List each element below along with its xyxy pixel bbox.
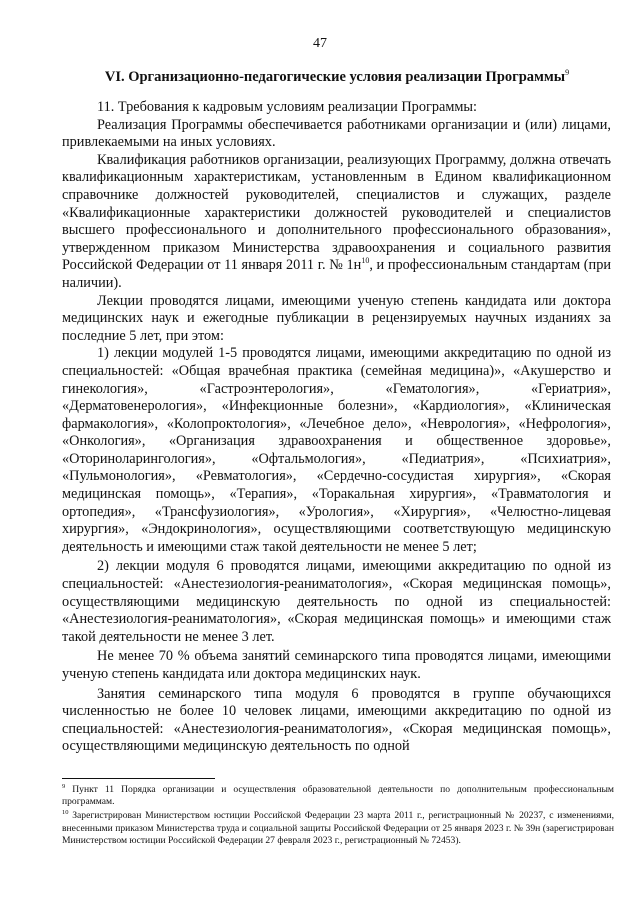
paragraph-requirements-title: 11. Требования к кадровым условиям реализации Программы: (97, 99, 477, 115)
footnote-10 (62, 810, 614, 847)
footnote-10-text: Зарегистрирован Министерством юстиции Российской Федерации 23 марта 2011 г., регистрационный № 20237, с изменениями, внесенными приказом Министерства труда и социальной защиты Российской Федерации от 25 января 2023 г. № 39н (зарегистрирован Министерством юстиции Российской Федерации 27 февраля 2023 г., регистрационный № 72453). (62, 810, 614, 846)
page-number: 47 (313, 36, 327, 51)
footnote-10-number: 10 (62, 809, 69, 817)
footnote-ref-9: 9 (565, 68, 570, 77)
document-body (62, 99, 611, 756)
paragraph-qualification-tail: , и профессиональным стандартам (при наличии). (62, 257, 611, 291)
footnote-9-text: Пункт 11 Порядка организации и осуществления образовательной деятельности по дополнительным профессиональным программам. (62, 784, 614, 808)
footnote-divider (62, 778, 215, 779)
paragraph-seminar-share: Не менее 70 % объема занятий семинарского типа проводятся лицами, имеющими ученую степень кандидата или доктора медицинских наук. (62, 648, 611, 682)
paragraph-implementation: Реализация Программы обеспечивается работниками организации и (или) лицами, привлекаемыми на иных условиях. (62, 116, 611, 151)
footnotes (62, 784, 614, 849)
paragraph-modules-1-5: 1) лекции модулей 1-5 проводятся лицами, имеющими аккредитацию по одной из специальностей: «Общая врачебная практика (семейная медицина)», «Акушерство и гинекология», «Гастроэнтерология», «Гематология», «Гериатрия», «Дерматовенерология», «Инфекционные болезни», «Кардиология», «Клиническая фармакология», «Колопроктология», «Лечебное дело», «Неврология», «Нефрология», «Онкология», «Организация здравоохранения и общественное здоровье», «Оториноларингология», «Офтальмология», «Педиатрия», «Психиатрия», «Пульмонология», «Ревматология», «Сердечно-сосудистая хирургия», «Скорая медицинская помощь», «Терапия», «Торакальная хирургия», «Травматология и ортопедия», «Трансфузиология», «Урология», «Хирургия», «Челюстно-лицевая хирургия», «Эндокринология», осуществляющими соответствующую медицинскую деятельность и имеющими стаж такой деятельности не менее 5 лет; (62, 345, 611, 555)
paragraph-qualification-text: Квалификация работников организации, реализующих Программу, должна отвечать квалификационным характеристикам, установленным в Едином квалификационном справочнике должностей руководителей, специалистов и служащих, разделе «Квалификационные характеристики должностей руководителей и специалистов высшего профессионального и дополнительного профессионального образования», утвержденном приказом Министерства здравоохранения и социального развития Российской Федерации от 11 января 2011 г. № 1н (62, 151, 611, 274)
footnote-9 (62, 784, 614, 808)
paragraph-seminar-module-6: Занятия семинарского типа модуля 6 проводятся в группе обучающихся численностью не более 10 человек лицами, имеющими аккредитацию по одной из специальностей: «Анестезиология-реаниматология», «Скорая медицинская помощь», осуществляющими медицинскую деятельность по одной (62, 685, 611, 755)
paragraph-qualification (62, 152, 611, 293)
footnote-9-number: 9 (62, 782, 66, 790)
paragraph-lectures: Лекции проводятся лицами, имеющими ученую степень кандидата или доктора медицинских наук и ежегодные публикации в рецензируемых научных изданиях за последние 5 лет, при этом: (62, 292, 611, 344)
footnote-ref-10: 10 (361, 256, 370, 266)
paragraph-module-6: 2) лекции модуля 6 проводятся лицами, имеющими аккредитацию по одной из специальностей: «Анестезиология-реаниматология», «Скорая медицинская помощь», осуществляющими медицинскую деятельность по одной из специальностей: «Анестезиология-реаниматология», «Скорая медицинская помощь» и имеющими стаж такой деятельности не менее 3 лет. (62, 558, 611, 645)
section-heading (62, 68, 612, 86)
section-heading-text: VI. Организационно-педагогические условия реализации Программы (104, 68, 566, 85)
